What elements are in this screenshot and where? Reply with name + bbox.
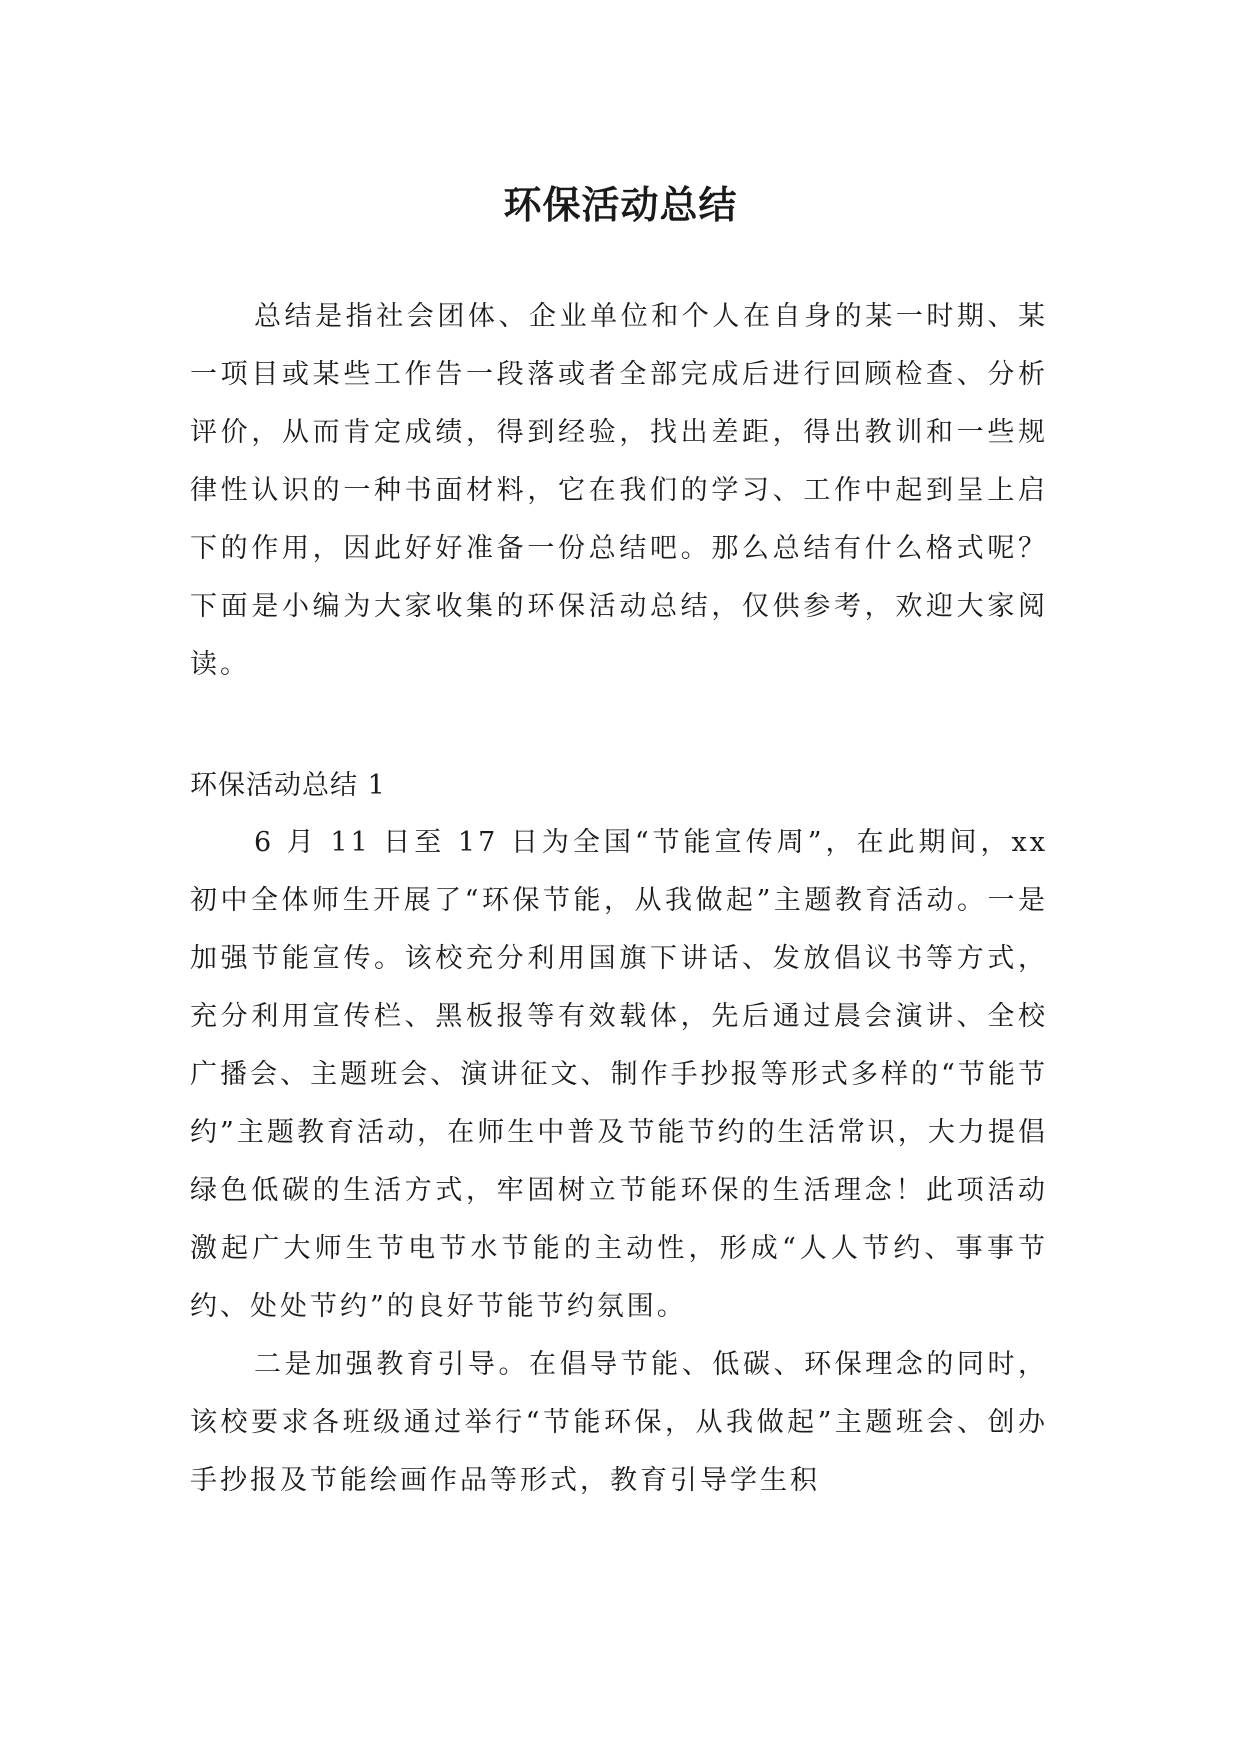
intro-block: [190, 288, 1048, 694]
intro-paragraph: 总结是指社会团体、企业单位和个人在自身的某一时期、某一项目或某些工作告一段落或者全部完成后进行回顾检查、分析评价，从而肯定成绩，得到经验，找出差距，得出教训和一些规律性认识的一种书面材料，它在我们的学习、工作中起到呈上启下的作用，因此好好准备一份总结吧。那么总结有什么格式呢？下面是小编为大家收集的环保活动总结，仅供参考，欢迎大家阅读。: [190, 301, 1048, 680]
body-paragraph-2: 二是加强教育引导。在倡导节能、低碳、环保理念的同时，该校要求各班级通过举行“节能环保，从我做起”主题班会、创办手抄报及节能绘画作品等形式，教育引导学生积: [190, 1349, 1048, 1496]
section-heading: 环保活动总结 1: [190, 770, 386, 801]
document-title: 环保活动总结: [503, 183, 738, 228]
body-paragraph-1: 6 月 11 日至 17 日为全国“节能宣传周”，在此期间，xx初中全体师生开展了“环保节能，从我做起”主题教育活动。一是加强节能宣传。该校充分利用国旗下讲话、发放倡议书等方式，充分利用宣传栏、黑板报等有效载体，先后通过晨会演讲、全校广播会、主题班会、演讲征文、制作手抄报等形式多样的“节能节约”主题教育活动，在师生中普及节能节约的生活常识，大力提倡绿色低碳的生活方式，牢固树立节能环保的生活理念！此项活动激起广大师生节电节水节能的主动性，形成“人人节约、事事节约、处处节约”的良好节能节约氛围。: [190, 827, 1048, 1322]
section-body: [190, 814, 1048, 1510]
